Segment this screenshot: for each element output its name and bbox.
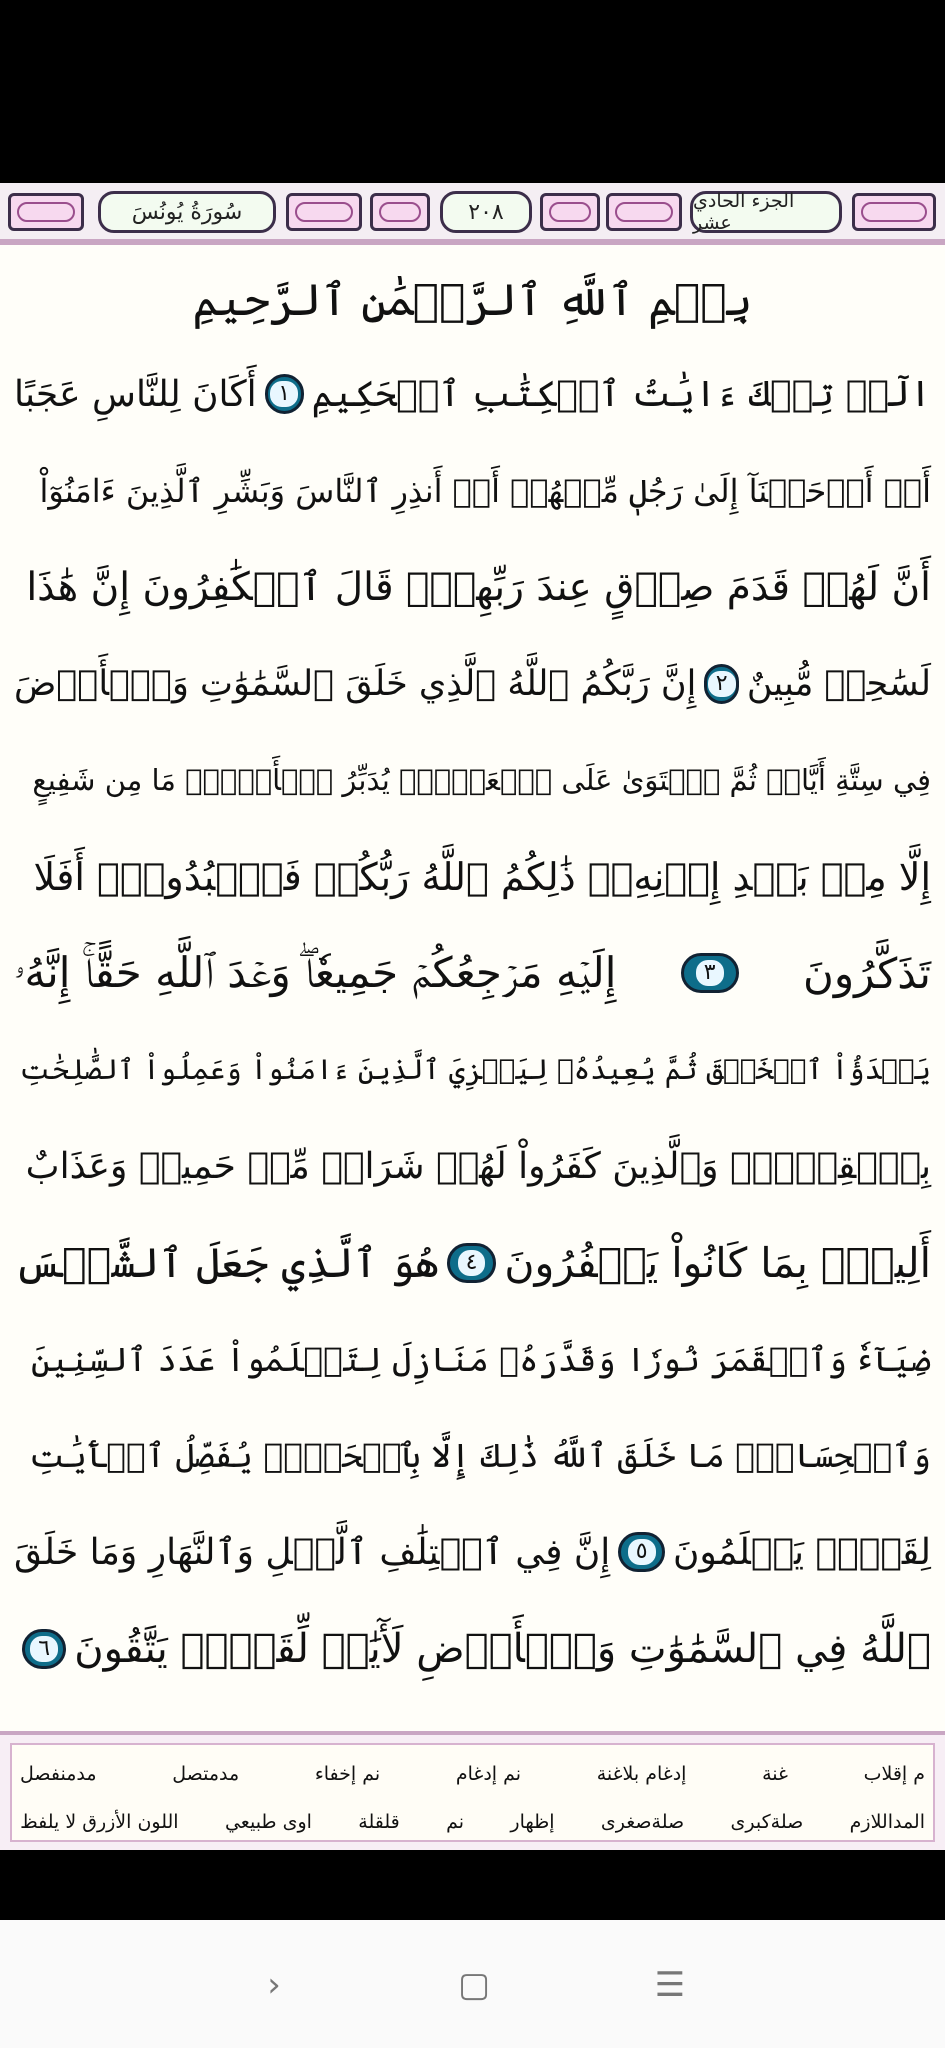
legend-item: اوى طبيعي xyxy=(224,1811,312,1833)
ayah-number-marker xyxy=(22,1629,66,1669)
ayah-number: ٦ xyxy=(30,1636,58,1662)
ayah-number-marker xyxy=(704,664,738,704)
verse-line xyxy=(14,1408,931,1505)
verse-segment: فِي سِتَّةِ أَيَّامٖ ثُمَّ ٱسۡتَوَىٰ عَلَى ٱلۡعَرۡشِۖ يُدَبِّرُ ٱلۡأَمۡرَۖ مَا مِن شَفِيعٍ xyxy=(32,763,931,798)
verse-line xyxy=(14,1022,931,1119)
ayah-number-marker xyxy=(618,1532,665,1572)
verse-segment: إِنَّ رَبَّكُمُ ٱللَّهُ ٱلَّذِي خَلَقَ ٱلسَّمَٰوَٰتِ وَٱلۡأَرۡضَ xyxy=(14,663,697,704)
legend-item: نم إخفاء xyxy=(314,1763,381,1785)
legend-item: نم xyxy=(446,1811,465,1833)
tajweed-legend xyxy=(0,1731,945,1850)
verse-segment: وَٱلۡحِسَابَۚ مَا خَلَقَ ٱللَّهُ ذَٰلِكَ إِلَّا بِٱلۡحَقِّۚ يُفَصِّلُ ٱلۡأٓيَٰتِ xyxy=(28,1436,931,1476)
verse-segment: يَبۡدَؤُاْ ٱلۡخَلۡقَ ثُمَّ يُعِيدُهُۥ لِيَجۡزِيَ ٱلَّذِينَ ءَامَنُواْ وَعَمِلُواْ ٱلصَّٰلِحَٰتِ xyxy=(19,1053,931,1087)
verse-line xyxy=(14,539,931,636)
ayah-number: ٥ xyxy=(628,1539,656,1565)
verse-segment: إِلَيۡهِ مَرۡجِعُكُمۡ جَمِيعٗاۖ وَعۡدَ ٱللَّهِ حَقًّاۚ إِنَّهُۥ xyxy=(14,948,617,998)
legend-item: مدمنفصل xyxy=(20,1763,97,1785)
ayah-number: ٣ xyxy=(696,960,724,986)
legend-item: مدمتصل xyxy=(172,1763,240,1785)
legend-item: المداللازم xyxy=(849,1811,925,1833)
verse-segment: تَذَكَّرُونَ xyxy=(802,948,931,998)
navigation-bar xyxy=(0,1850,945,2048)
verse-line xyxy=(14,346,931,443)
legend-item: قلقلة xyxy=(358,1811,400,1833)
page-header xyxy=(0,183,945,245)
quran-page xyxy=(0,183,945,1850)
header-ornament xyxy=(606,193,682,231)
legend-item: إظهار xyxy=(510,1811,555,1833)
home-icon[interactable]: ▢ xyxy=(457,1965,491,2005)
legend-item: اللون الأزرق لا يلفظ xyxy=(20,1811,179,1833)
legend-item: م إقلاب xyxy=(863,1763,925,1785)
verse-segment: بِٱلۡقِسۡطِۚ وَٱلَّذِينَ كَفَرُواْ لَهُمۡ شَرَابٞ مِّنۡ حَمِيمٖ وَعَذَابٌ xyxy=(25,1145,931,1187)
header-ornament xyxy=(370,193,430,231)
verse-line xyxy=(14,1311,931,1408)
verse-segment: لِقَوۡمٖ يَعۡلَمُونَ xyxy=(672,1531,931,1573)
verse-segment: الٓرۚ تِلۡكَ ءَايَٰتُ ٱلۡكِتَٰبِ ٱلۡحَكِيمِ xyxy=(311,373,931,415)
verse-line xyxy=(14,829,931,926)
legend-item: نم إدغام xyxy=(455,1763,522,1785)
ayah-number-marker xyxy=(681,953,739,993)
verse-line xyxy=(14,1118,931,1215)
verse-segment: أَكَانَ لِلنَّاسِ عَجَبًا xyxy=(14,373,257,415)
surah-name: سُورَةُ يُونُسَ xyxy=(98,191,276,233)
verse-line xyxy=(14,925,931,1022)
verse-line xyxy=(14,1504,931,1601)
ayah-number-marker xyxy=(447,1243,497,1283)
verse-segment: لَسَٰحِرٞ مُّبِينٌ xyxy=(746,663,931,704)
verse-segment: أَلِيمُۢ بِمَا كَانُواْ يَكۡفُرُونَ xyxy=(504,1238,931,1287)
verse-line xyxy=(14,1215,931,1312)
verse-segment: أَنۡ أَوۡحَيۡنَآ إِلَىٰ رَجُلٖ مِّنۡهُمۡ أَنۡ أَنذِرِ ٱلنَّاسَ وَبَشِّرِ ٱلَّذِينَ ءَامَنُوٓاْ xyxy=(39,471,931,510)
page-number: ٢٠٨ xyxy=(440,191,532,233)
legend-row xyxy=(20,1799,925,1845)
verse-segment: هُوَ ٱلَّذِي جَعَلَ ٱلشَّمۡسَ xyxy=(14,1238,439,1287)
basmala: بِسۡمِ ٱللَّهِ ٱلرَّحۡمَٰنِ ٱلرَّحِيمِ xyxy=(192,275,753,326)
status-bar xyxy=(0,0,945,183)
header-ornament xyxy=(540,193,600,231)
back-icon[interactable]: › xyxy=(267,1965,281,2005)
juz-name: الجزء الحادي عشر xyxy=(690,191,842,233)
verse-line xyxy=(14,1601,931,1698)
legend-item: صلةصغرى xyxy=(600,1811,685,1833)
legend-item: إدغام بلاغنة xyxy=(596,1763,687,1785)
header-ornament xyxy=(8,193,84,231)
ayah-number: ٤ xyxy=(458,1250,486,1276)
ayah-number: ١ xyxy=(270,381,298,407)
ayah-number: ٢ xyxy=(708,671,736,697)
verse-segment: إِلَّا مِنۢ بَعۡدِ إِذۡنِهِۦۚ ذَٰلِكُمُ ٱللَّهُ رَبُّكُمۡ فَٱعۡبُدُوهُۚ أَفَلَا xyxy=(33,854,931,899)
verse-segment: إِنَّ فِي ٱخۡتِلَٰفِ ٱلَّيۡلِ وَٱلنَّهَارِ وَمَا خَلَقَ xyxy=(14,1531,611,1573)
header-ornament xyxy=(852,193,936,231)
verse-segment: ٱللَّهُ فِي ٱلسَّمَٰوَٰتِ وَٱلۡأَرۡضِ لَأٓيَٰتٖ لِّقَوۡمٖ يَتَّقُونَ xyxy=(74,1625,931,1672)
verse-text xyxy=(14,346,931,1697)
verse-segment: ضِيَآءٗ وَٱلۡقَمَرَ نُورٗا وَقَدَّرَهُۥ مَنَازِلَ لِتَعۡلَمُواْ عَدَدَ ٱلسِّنِينَ xyxy=(31,1339,931,1379)
ayah-number-marker xyxy=(265,374,304,414)
header-ornament xyxy=(286,193,362,231)
menu-icon[interactable]: ☰ xyxy=(654,1965,686,2005)
verse-segment: أَنَّ لَهُمۡ قَدَمَ صِدۡقٍ عِندَ رَبِّهِمۡۗ قَالَ ٱلۡكَٰفِرُونَ إِنَّ هَٰذَا xyxy=(26,564,931,610)
verse-line xyxy=(14,732,931,829)
legend-item: صلةكبرى xyxy=(730,1811,804,1833)
legend-row xyxy=(20,1751,925,1797)
legend-item: غنة xyxy=(762,1763,788,1785)
verse-line xyxy=(14,636,931,733)
verse-line xyxy=(14,443,931,540)
